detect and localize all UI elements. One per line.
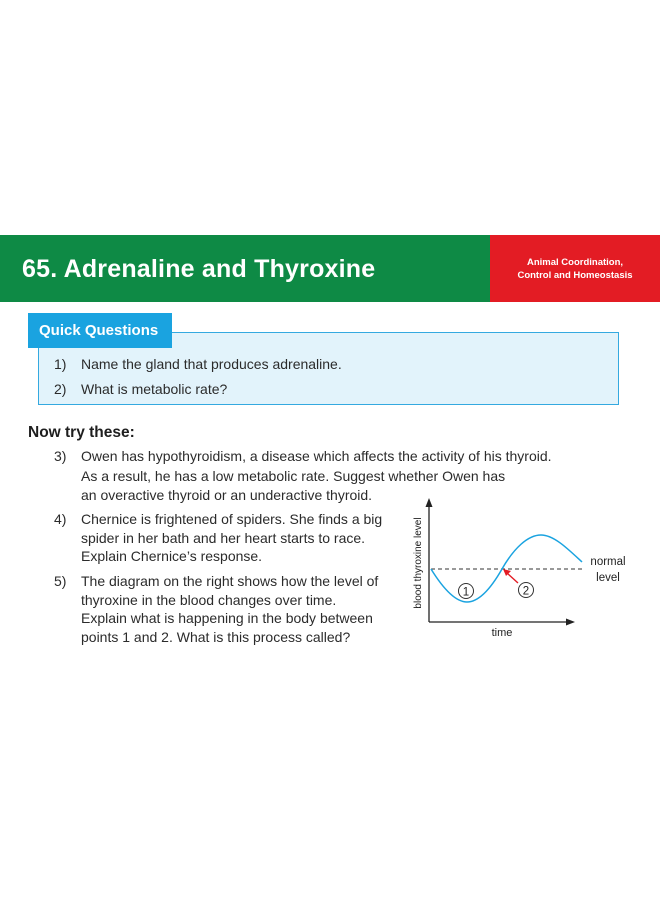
topic-line-2: Control and Homeostasis xyxy=(517,270,633,281)
question-number: 3) xyxy=(54,448,67,464)
question-line: Explain Chernice’s response. xyxy=(81,548,263,564)
question-text: What is metabolic rate? xyxy=(81,381,228,397)
question-line: thyroxine in the blood changes over time. xyxy=(81,592,337,608)
question-number: 1) xyxy=(54,356,67,372)
question-line: Owen has hypothyroidism, a disease which affects the activity of his thyroid. xyxy=(81,448,552,464)
x-axis-label: time xyxy=(491,627,513,639)
question-line: As a result, he has a low metabolic rate. Suggest whether Owen has xyxy=(81,468,506,484)
page-header xyxy=(0,235,660,302)
question-line: points 1 and 2. What is this process called? xyxy=(81,629,351,645)
page-title: 65. Adrenaline and Thyroxine xyxy=(22,255,376,283)
point-2-arrow xyxy=(507,573,518,583)
question-line: spider in her bath and her heart starts to race. xyxy=(81,530,366,546)
quick-questions-heading: Quick Questions xyxy=(39,322,159,339)
point-2-label: 2 xyxy=(522,585,530,598)
question-line: Chernice is frightened of spiders. She finds a big xyxy=(81,511,383,527)
normal-level-label-line-1: normal xyxy=(590,556,626,568)
point-1-label: 1 xyxy=(462,586,470,599)
question-number: 4) xyxy=(54,511,67,527)
question-line: The diagram on the right shows how the level of xyxy=(81,573,379,589)
topic-line-1: Animal Coordination, xyxy=(526,257,624,268)
quick-questions-tab xyxy=(28,313,172,348)
question-number: 5) xyxy=(54,573,67,589)
y-axis-label: blood thyroxine level xyxy=(413,517,424,609)
now-try-heading: Now try these: xyxy=(28,424,135,441)
header-topic-bar xyxy=(490,235,660,302)
question-line: an overactive thyroid or an underactive thyroid. xyxy=(81,487,373,503)
header-title-bar xyxy=(0,235,490,302)
x-axis-arrowhead xyxy=(566,619,575,626)
topic-label xyxy=(490,256,660,282)
thyroxine-diagram xyxy=(404,494,644,644)
question-number: 2) xyxy=(54,381,67,397)
question-line: Explain what is happening in the body between xyxy=(81,610,373,626)
y-axis-arrowhead xyxy=(426,498,433,507)
question-text: Name the gland that produces adrenaline. xyxy=(81,356,342,372)
normal-level-label-line-2: level xyxy=(596,572,620,584)
